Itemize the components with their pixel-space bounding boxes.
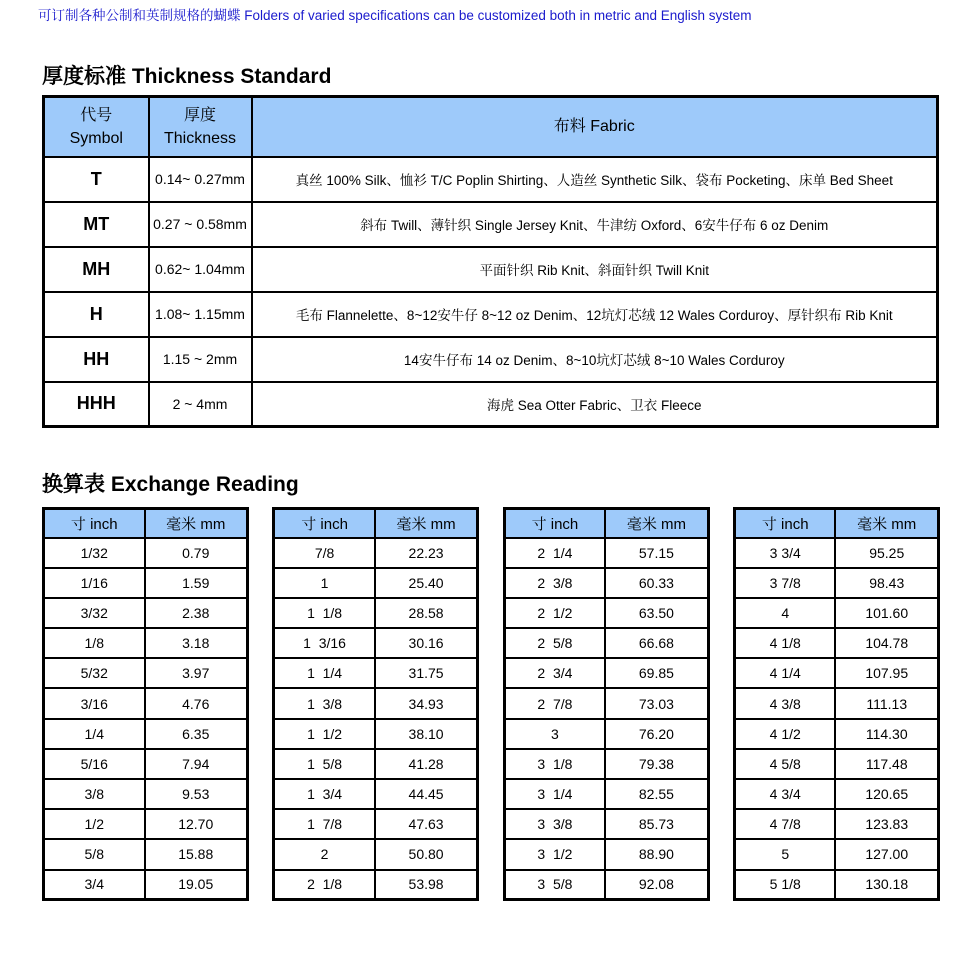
conversion-row [44, 719, 248, 749]
mm-value-cell: 12.70 [145, 809, 248, 839]
conversion-table-1 [42, 507, 249, 901]
symbol-column-header [44, 97, 149, 157]
mm-value-cell: 31.75 [375, 658, 478, 688]
mm-value-cell: 34.93 [375, 688, 478, 718]
mm-value-cell: 6.35 [145, 719, 248, 749]
inch-column-header: 寸 inch [734, 509, 835, 538]
mm-value-cell: 69.85 [605, 658, 708, 688]
symbol-cell: H [44, 292, 149, 337]
mm-value-cell: 38.10 [375, 719, 478, 749]
inch-value-cell: 4 1/4 [734, 658, 835, 688]
mm-value-cell: 98.43 [835, 568, 938, 598]
thickness-table-row [44, 292, 938, 337]
conversion-row [274, 658, 478, 688]
mm-column-header: 毫米 mm [605, 509, 708, 538]
conversion-row [44, 598, 248, 628]
conversion-row [274, 839, 478, 869]
inch-value-cell: 3 3/8 [504, 809, 605, 839]
exchange-tables-row [42, 507, 940, 901]
inch-value-cell: 3/8 [44, 779, 145, 809]
conversion-row [44, 628, 248, 658]
conversion-row [44, 839, 248, 869]
mm-value-cell: 63.50 [605, 598, 708, 628]
thickness-header-en: Thickness [163, 129, 237, 147]
inch-value-cell: 2 5/8 [504, 628, 605, 658]
mm-column-header: 毫米 mm [835, 509, 938, 538]
symbol-cell: HH [44, 337, 149, 382]
conversion-row [734, 749, 938, 779]
conversion-row [504, 628, 708, 658]
mm-value-cell: 66.68 [605, 628, 708, 658]
inch-value-cell: 3 1/4 [504, 779, 605, 809]
inch-value-cell: 2 1/4 [504, 538, 605, 568]
conversion-row [274, 538, 478, 568]
inch-column-header: 寸 inch [274, 509, 375, 538]
conversion-row [274, 719, 478, 749]
symbol-cell: MT [44, 202, 149, 247]
mm-value-cell: 19.05 [145, 870, 248, 900]
fabric-cell: 平面针织 Rib Knit、斜面针织 Twill Knit [252, 247, 938, 292]
mm-value-cell: 88.90 [605, 839, 708, 869]
thickness-table-header [44, 97, 938, 157]
symbol-cell: MH [44, 247, 149, 292]
inch-value-cell: 7/8 [274, 538, 375, 568]
conversion-row [274, 628, 478, 658]
inch-value-cell: 4 1/8 [734, 628, 835, 658]
mm-value-cell: 117.48 [835, 749, 938, 779]
thickness-table-row [44, 337, 938, 382]
mm-value-cell: 120.65 [835, 779, 938, 809]
mm-value-cell: 114.30 [835, 719, 938, 749]
mm-value-cell: 9.53 [145, 779, 248, 809]
inch-value-cell: 2 1/2 [504, 598, 605, 628]
conversion-row [734, 809, 938, 839]
conversion-row [274, 568, 478, 598]
inch-value-cell: 2 [274, 839, 375, 869]
mm-value-cell: 127.00 [835, 839, 938, 869]
exchange-section-title: 换算表 Exchange Reading [42, 473, 299, 496]
mm-value-cell: 53.98 [375, 870, 478, 900]
inch-value-cell: 4 1/2 [734, 719, 835, 749]
inch-value-cell: 5/32 [44, 658, 145, 688]
mm-value-cell: 73.03 [605, 688, 708, 718]
mm-value-cell: 44.45 [375, 779, 478, 809]
symbol-header-en: Symbol [69, 129, 123, 147]
inch-value-cell: 1 1/2 [274, 719, 375, 749]
mm-value-cell: 25.40 [375, 568, 478, 598]
mm-value-cell: 60.33 [605, 568, 708, 598]
top-note: 可订制各种公制和英制规格的蝴蝶 Folders of varied specifications can be customized both in metric and English system [38, 8, 752, 23]
fabric-cell: 海虎 Sea Otter Fabric、卫衣 Fleece [252, 382, 938, 427]
conversion-row [274, 779, 478, 809]
mm-value-cell: 50.80 [375, 839, 478, 869]
symbol-header-zh: 代号 [80, 106, 113, 124]
conversion-row [504, 658, 708, 688]
mm-value-cell: 41.28 [375, 749, 478, 779]
mm-column-header: 毫米 mm [375, 509, 478, 538]
inch-value-cell: 3 1/2 [504, 839, 605, 869]
mm-column-header: 毫米 mm [145, 509, 248, 538]
thickness-column-header [149, 97, 252, 157]
mm-value-cell: 15.88 [145, 839, 248, 869]
thickness-table-row [44, 382, 938, 427]
inch-value-cell: 2 7/8 [504, 688, 605, 718]
inch-value-cell: 3 1/8 [504, 749, 605, 779]
mm-value-cell: 92.08 [605, 870, 708, 900]
inch-value-cell: 1 1/8 [274, 598, 375, 628]
mm-value-cell: 82.55 [605, 779, 708, 809]
mm-value-cell: 7.94 [145, 749, 248, 779]
symbol-cell: HHH [44, 382, 149, 427]
inch-value-cell: 5 1/8 [734, 870, 835, 900]
inch-value-cell: 3 3/4 [734, 538, 835, 568]
inch-value-cell: 1 3/8 [274, 688, 375, 718]
thickness-header-zh: 厚度 [183, 106, 216, 124]
mm-value-cell: 3.18 [145, 628, 248, 658]
conversion-table-header [734, 509, 938, 538]
conversion-row [44, 779, 248, 809]
mm-value-cell: 57.15 [605, 538, 708, 568]
inch-value-cell: 3 7/8 [734, 568, 835, 598]
mm-value-cell: 76.20 [605, 719, 708, 749]
conversion-row [504, 870, 708, 900]
mm-value-cell: 104.78 [835, 628, 938, 658]
inch-value-cell: 3/16 [44, 688, 145, 718]
inch-value-cell: 3 5/8 [504, 870, 605, 900]
conversion-row [44, 749, 248, 779]
conversion-row [734, 779, 938, 809]
thickness-section-title: 厚度标准 Thickness Standard [42, 65, 332, 88]
thickness-value-cell: 2 ~ 4mm [149, 382, 252, 427]
thickness-value-cell: 0.62~ 1.04mm [149, 247, 252, 292]
thickness-value-cell: 1.15 ~ 2mm [149, 337, 252, 382]
conversion-row [44, 658, 248, 688]
mm-value-cell: 95.25 [835, 538, 938, 568]
inch-value-cell: 2 3/8 [504, 568, 605, 598]
mm-value-cell: 111.13 [835, 688, 938, 718]
inch-value-cell: 1 [274, 568, 375, 598]
inch-value-cell: 1 5/8 [274, 749, 375, 779]
conversion-row [44, 809, 248, 839]
conversion-row [44, 568, 248, 598]
thickness-value-cell: 0.27 ~ 0.58mm [149, 202, 252, 247]
mm-value-cell: 30.16 [375, 628, 478, 658]
inch-value-cell: 1/32 [44, 538, 145, 568]
inch-column-header: 寸 inch [44, 509, 145, 538]
thickness-standard-table [42, 95, 939, 428]
inch-column-header: 寸 inch [504, 509, 605, 538]
mm-value-cell: 123.83 [835, 809, 938, 839]
conversion-row [504, 538, 708, 568]
conversion-row [274, 749, 478, 779]
inch-value-cell: 3 [504, 719, 605, 749]
conversion-row [504, 749, 708, 779]
conversion-row [274, 809, 478, 839]
thickness-table-row [44, 157, 938, 202]
fabric-column-header: 布料 Fabric [252, 97, 938, 157]
inch-value-cell: 1/16 [44, 568, 145, 598]
conversion-row [504, 598, 708, 628]
inch-value-cell: 1/4 [44, 719, 145, 749]
conversion-table-4 [733, 507, 940, 901]
conversion-row [274, 688, 478, 718]
conversion-row [734, 870, 938, 900]
inch-value-cell: 5 [734, 839, 835, 869]
conversion-row [504, 688, 708, 718]
fabric-cell: 毛布 Flannelette、8~12安牛仔 8~12 oz Denim、12坑灯芯绒 12 Wales Corduroy、厚针织布 Rib Knit [252, 292, 938, 337]
mm-value-cell: 1.59 [145, 568, 248, 598]
conversion-row [504, 719, 708, 749]
conversion-table-header [274, 509, 478, 538]
conversion-row [44, 538, 248, 568]
symbol-cell: T [44, 157, 149, 202]
conversion-row [734, 628, 938, 658]
inch-value-cell: 1/8 [44, 628, 145, 658]
conversion-table-header [44, 509, 248, 538]
inch-value-cell: 4 5/8 [734, 749, 835, 779]
conversion-row [504, 779, 708, 809]
fabric-cell: 斜布 Twill、薄针织 Single Jersey Knit、牛津纺 Oxford、6安牛仔布 6 oz Denim [252, 202, 938, 247]
fabric-cell: 真丝 100% Silk、恤衫 T/C Poplin Shirting、人造丝 Synthetic Silk、袋布 Pocketing、床单 Bed Sheet [252, 157, 938, 202]
mm-value-cell: 28.58 [375, 598, 478, 628]
conversion-row [44, 870, 248, 900]
inch-value-cell: 5/16 [44, 749, 145, 779]
conversion-row [734, 658, 938, 688]
conversion-row [44, 688, 248, 718]
mm-value-cell: 85.73 [605, 809, 708, 839]
mm-value-cell: 47.63 [375, 809, 478, 839]
inch-value-cell: 1 3/4 [274, 779, 375, 809]
inch-value-cell: 4 3/4 [734, 779, 835, 809]
inch-value-cell: 5/8 [44, 839, 145, 869]
mm-value-cell: 3.97 [145, 658, 248, 688]
inch-value-cell: 2 3/4 [504, 658, 605, 688]
mm-value-cell: 79.38 [605, 749, 708, 779]
conversion-table-header [504, 509, 708, 538]
inch-value-cell: 3/32 [44, 598, 145, 628]
inch-value-cell: 1 1/4 [274, 658, 375, 688]
inch-value-cell: 4 7/8 [734, 809, 835, 839]
inch-value-cell: 3/4 [44, 870, 145, 900]
inch-value-cell: 1/2 [44, 809, 145, 839]
conversion-row [734, 688, 938, 718]
conversion-row [734, 568, 938, 598]
thickness-table-row [44, 202, 938, 247]
fabric-cell: 14安牛仔布 14 oz Denim、8~10坑灯芯绒 8~10 Wales Corduroy [252, 337, 938, 382]
conversion-row [734, 839, 938, 869]
inch-value-cell: 2 1/8 [274, 870, 375, 900]
thickness-value-cell: 0.14~ 0.27mm [149, 157, 252, 202]
thickness-value-cell: 1.08~ 1.15mm [149, 292, 252, 337]
conversion-row [274, 598, 478, 628]
conversion-row [734, 598, 938, 628]
conversion-row [504, 568, 708, 598]
inch-value-cell: 4 [734, 598, 835, 628]
mm-value-cell: 22.23 [375, 538, 478, 568]
conversion-row [504, 809, 708, 839]
conversion-table-3 [503, 507, 710, 901]
inch-value-cell: 1 3/16 [274, 628, 375, 658]
conversion-row [734, 719, 938, 749]
thickness-table-row [44, 247, 938, 292]
conversion-row [504, 839, 708, 869]
mm-value-cell: 2.38 [145, 598, 248, 628]
mm-value-cell: 101.60 [835, 598, 938, 628]
conversion-row [274, 870, 478, 900]
conversion-table-2 [272, 507, 479, 901]
mm-value-cell: 0.79 [145, 538, 248, 568]
conversion-row [734, 538, 938, 568]
inch-value-cell: 4 3/8 [734, 688, 835, 718]
mm-value-cell: 130.18 [835, 870, 938, 900]
mm-value-cell: 4.76 [145, 688, 248, 718]
mm-value-cell: 107.95 [835, 658, 938, 688]
inch-value-cell: 1 7/8 [274, 809, 375, 839]
